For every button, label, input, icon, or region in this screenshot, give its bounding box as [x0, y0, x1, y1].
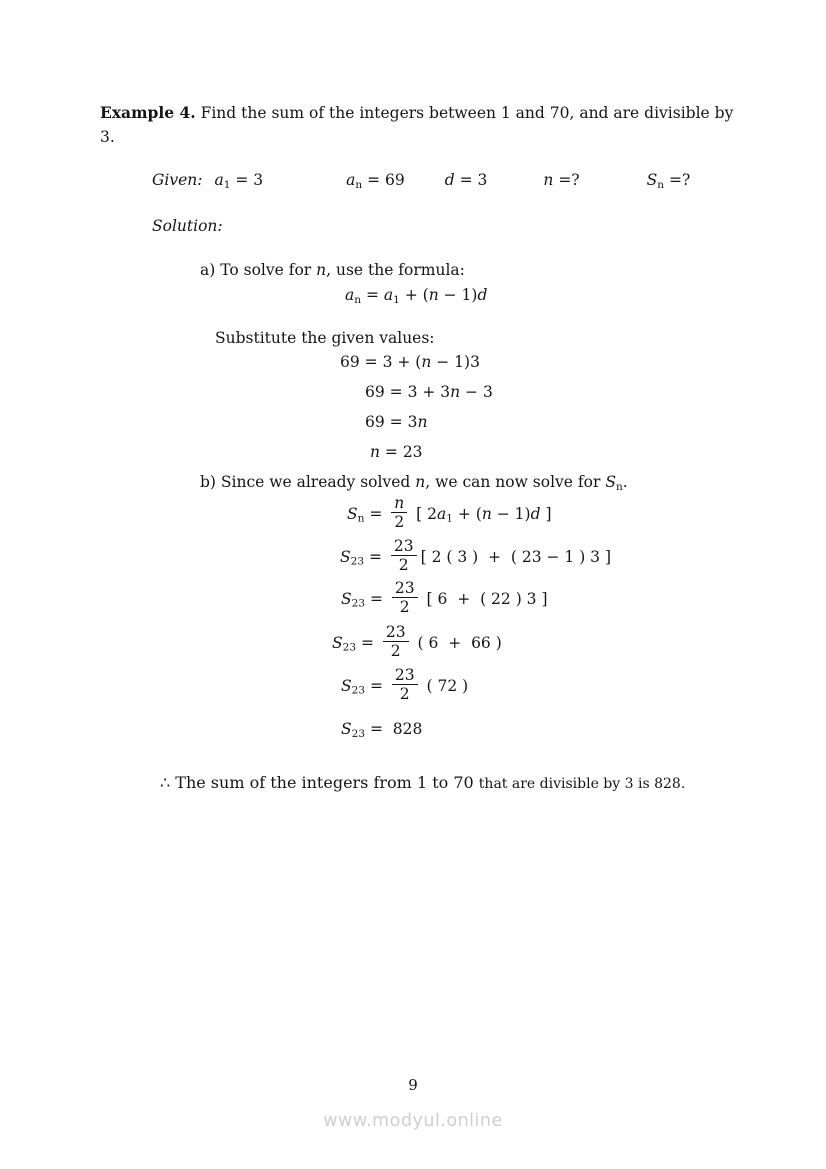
- watermark-url: www.modyul.online: [323, 1111, 503, 1131]
- part-a-intro: a) To solve for n, use the formula:: [200, 261, 465, 279]
- example-title: [100, 101, 748, 149]
- given-item-sn: $S_n$ =?: [646, 171, 691, 191]
- equation-step: 69 = 3n: [365, 413, 428, 431]
- given-item-n: n =?: [543, 171, 580, 189]
- equation-step: n = 23: [370, 443, 423, 461]
- equation-step: 69 = 3 + 3n − 3: [365, 383, 493, 401]
- equation-step: $S_{23} = 828$: [341, 719, 423, 740]
- example-text: Find the sum of the integers between 1 and 70, and are divisible by 3.: [100, 104, 734, 146]
- equation-step: $S_{23}$ = $\frac{23}{2}$ ( 72 ): [341, 666, 469, 704]
- conclusion: [160, 771, 826, 796]
- given-item-a1: $a_1 = 3$: [214, 171, 264, 191]
- given-item-d: d = 3: [444, 171, 488, 189]
- given-row: [152, 169, 826, 191]
- page-number: 9: [408, 1076, 418, 1094]
- equation-step: $S_n$ = $\frac{n}{2}$ [ $2a_1 + (n - 1)d$ ]: [347, 494, 552, 532]
- conclusion-main: ∴ The sum of the integers from 1 to 70: [160, 772, 479, 792]
- example-label: Example 4.: [100, 103, 196, 122]
- part-b-intro: b) Since we already solved n, we can now solve for $S_n$.: [200, 473, 628, 493]
- equation-step: $S_{23}$ = $\frac{23}{2}$ [ 6 + ( 22 ) 3 ]: [341, 579, 548, 617]
- equation-step: $S_{23}$ = $\frac{23}{2}$ [ 2 ( 3 ) + ( 23 − 1 ) 3 ]: [340, 536, 612, 574]
- substitute-label: Substitute the given values:: [215, 329, 435, 347]
- part-a-formula: $a_n = a_1 + (n - 1)d$: [345, 286, 488, 306]
- conclusion-tail: that are divisible by 3 is 828.: [478, 775, 686, 792]
- equation-step: 69 = 3 + (n − 1)3: [340, 353, 480, 371]
- solution-label: Solution:: [152, 217, 223, 235]
- given-label: Given:: [152, 171, 203, 189]
- given-item-an: $a_n = 69$: [346, 171, 405, 191]
- equation-step: $S_{23}$ = $\frac{23}{2}$ ( 6 + 66 ): [332, 622, 502, 660]
